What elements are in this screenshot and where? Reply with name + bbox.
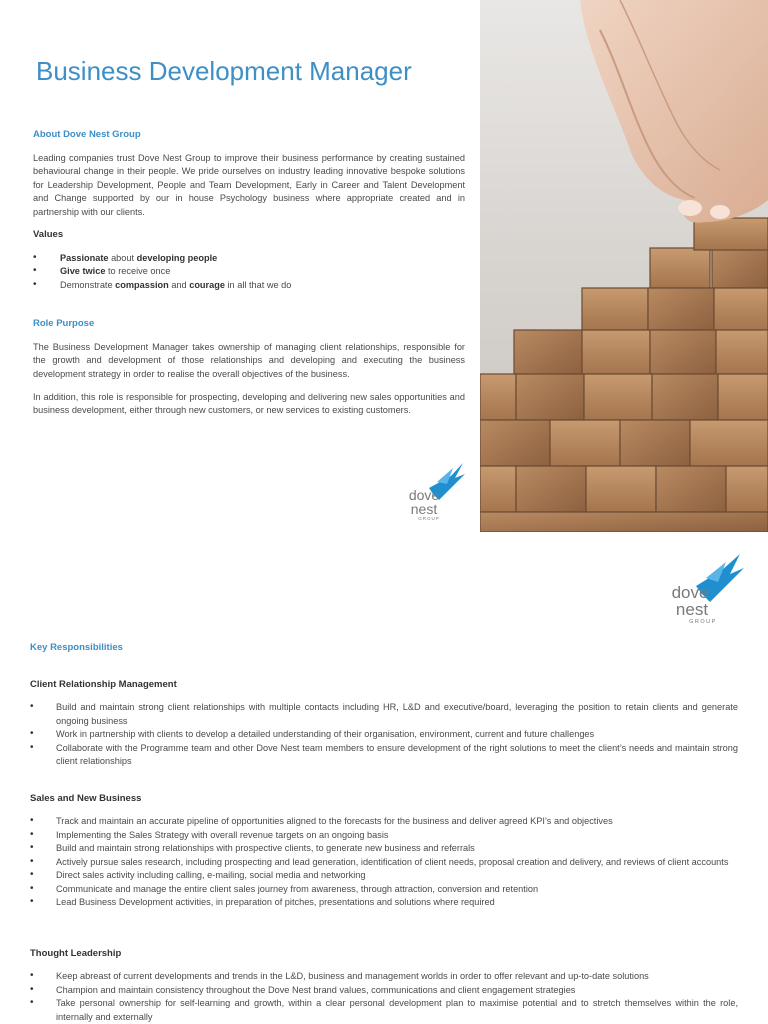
list-item: • Champion and maintain consistency throughout the Dove Nest brand values, communications and client engagement strategies <box>30 984 738 998</box>
key-responsibilities-heading: Key Responsibilities <box>30 642 123 653</box>
logo-word-nest: nest <box>675 600 709 619</box>
sales-new-business-list <box>30 815 738 910</box>
blocks-photo-illustration <box>480 0 768 532</box>
page-two <box>0 532 768 1024</box>
sales-new-business-heading: Sales and New Business <box>30 793 142 804</box>
logo-word-dove: dove <box>408 487 440 503</box>
about-heading: About Dove Nest Group <box>33 129 141 140</box>
client-relationship-heading: Client Relationship Management <box>30 679 177 690</box>
role-purpose-text-2: In addition, this role is responsible for prospecting, developing and delivering new sales opportunities and business development, either through new customers, or new services to existing customers. <box>33 392 465 416</box>
list-item: • Keep abreast of current developments and trends in the L&D, business and management worlds in order to offer relevant and up-to-date solutions <box>30 970 738 984</box>
logo-word-group: GROUP <box>418 516 440 521</box>
logo-word-nest: nest <box>410 501 438 517</box>
role-purpose-heading: Role Purpose <box>33 318 95 329</box>
list-item: • Build and maintain strong relationships with prospective clients, to generate new business and referrals <box>30 842 738 856</box>
dove-nest-logo <box>656 550 752 634</box>
about-text: Leading companies trust Dove Nest Group to improve their business performance by creating sustained behavioural change in their people. We pride ourselves on industry leading innovative bespoke solutions for Leadership Development, People and Team Development, Early in Career and Talent Development and Change supported by our in house Psychology business where appropriate created and in partnership with our clients. <box>33 153 465 217</box>
list-item: • Lead Business Development activities, in preparation of pitches, presentations and solutions where required <box>30 896 738 910</box>
value-item: • Passionate about developing people <box>33 252 291 265</box>
list-item: • Track and maintain an accurate pipeline of opportunities aligned to the forecasts for the business and deliver agreed KPI’s and objectives <box>30 815 738 829</box>
list-item: • Take personal ownership for self-learning and growth, within a clear personal development plan to maximise potential and to stretch themselves within the role, internally and externally <box>30 997 738 1024</box>
list-item: • Implementing the Sales Strategy with overall revenue targets on an ongoing basis <box>30 829 738 843</box>
client-relationship-list <box>30 701 738 769</box>
logo-word-dove: dove <box>671 583 709 602</box>
role-purpose-text-1: The Business Development Manager takes ownership of managing client relationships, responsible for the growth and development of those relationships and developing and executing the business development strategy in order to realise the overall objectives of the business. <box>33 342 465 379</box>
list-item: • Direct sales activity including calling, e-mailing, social media and networking <box>30 869 738 883</box>
thought-leadership-heading: Thought Leadership <box>30 948 122 959</box>
logo-word-group: GROUP <box>689 619 717 625</box>
list-item: • Collaborate with the Programme team and other Dove Nest team members to ensure development of the right solutions to meet the client’s needs and maintain strong client relationships <box>30 742 738 769</box>
value-item: • Demonstrate compassion and courage in all that we do <box>33 279 291 292</box>
list-item: • Work in partnership with clients to develop a detailed understanding of their organisation, environment, current and future challenges <box>30 728 738 742</box>
dove-nest-logo <box>393 458 473 528</box>
hand-blocks-photo <box>480 0 768 532</box>
values-heading: Values <box>33 229 64 240</box>
thought-leadership-list <box>30 970 738 1024</box>
values-list <box>33 252 291 292</box>
list-item: • Actively pursue sales research, including prospecting and lead generation, identification of client needs, proposal creation and delivery, and reviews of client accounts <box>30 856 738 870</box>
list-item: • Communicate and manage the entire client sales journey from awareness, through attraction, conversion and retention <box>30 883 738 897</box>
value-item: • Give twice to receive once <box>33 265 291 278</box>
page-title: Business Development Manager <box>36 56 412 86</box>
list-item: • Build and maintain strong client relationships with multiple contacts including HR, L&D and executive/board, leveraging the position to retain clients and generate ongoing business <box>30 701 738 728</box>
